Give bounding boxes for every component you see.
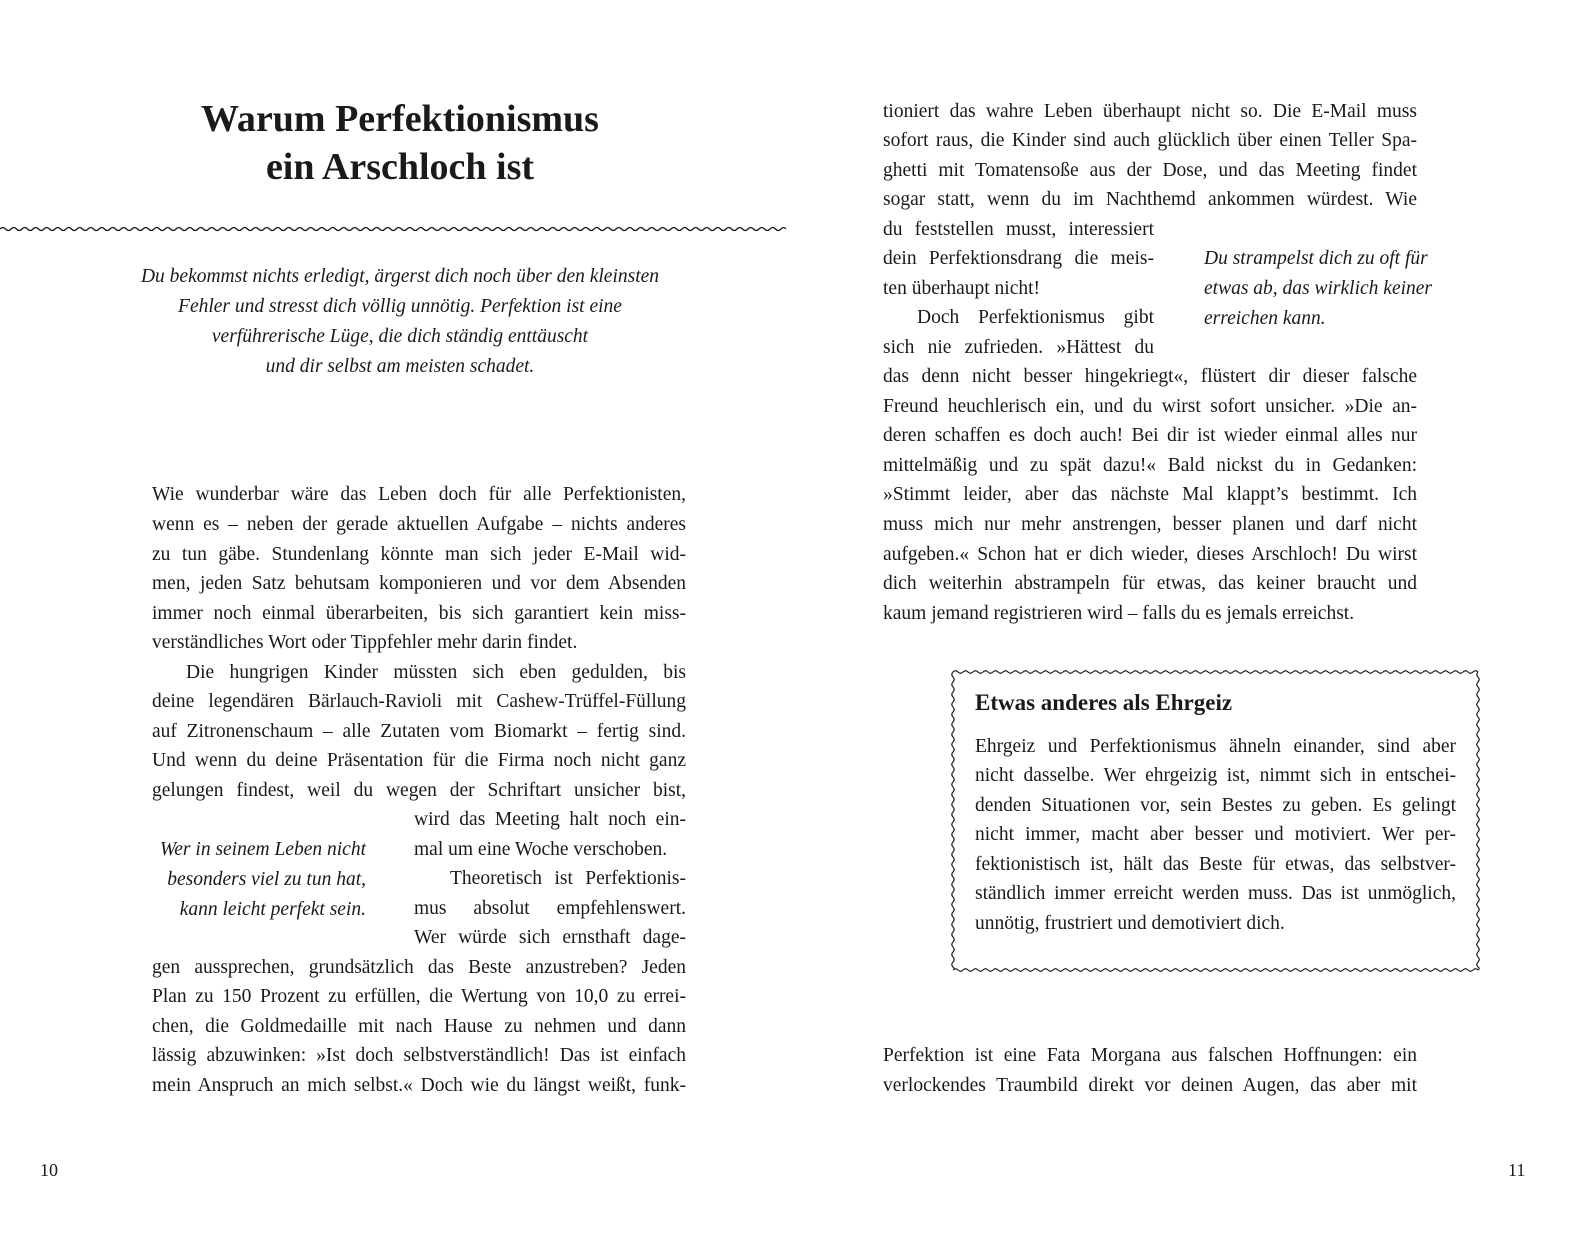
lead-line: Du bekommst nichts erledigt, ärgerst dich noch über den kleinsten — [140, 266, 660, 287]
info-box-line: nicht dasselbe. Wer ehrgeizig ist, nimmt sich in entschei- — [975, 765, 1456, 786]
body-text-line: men, jeden Satz behutsam komponieren und vor dem Absenden — [152, 573, 686, 594]
body-text-line: Wie wunderbar wäre das Leben doch für alle Perfektionisten, — [152, 484, 686, 505]
body-text-line: mus absolut empfehlenswert. — [414, 898, 686, 919]
body-text-line: ghetti mit Tomatensoße aus der Dose, und das Meeting findet — [883, 160, 1417, 181]
pull-quote-line: erreichen kann. — [1204, 308, 1326, 329]
pull-quote-line: besonders viel zu tun hat, — [167, 869, 366, 890]
chapter-lead — [110, 262, 690, 382]
body-text-line: mittelmäßig und zu spät dazu!« Bald nickst du in Gedanken: — [883, 455, 1417, 476]
body-text-line: chen, die Goldmedaille mit nach Hause zu nehmen und dann — [152, 1016, 686, 1037]
pull-quote-line: Du strampelst dich zu oft für — [1204, 248, 1428, 269]
page-number: 10 — [40, 1160, 58, 1180]
body-text-line: gelungen findest, weil du wegen der Schriftart unsicher bist, — [152, 780, 686, 801]
body-text-line: das denn nicht besser hingekriegt«, flüstert dir dieser falsche — [883, 366, 1417, 387]
body-text-line: muss mich nur mehr anstrengen, besser planen und darf nicht — [883, 514, 1417, 535]
body-text-line: Freund heuchlerisch ein, und du wirst sofort unsicher. »Die an- — [883, 396, 1417, 417]
chapter-title-line: ein Arschloch ist — [265, 146, 535, 188]
body-text-line: wenn es – neben der gerade aktuellen Aufgabe – nichts anderes — [152, 514, 686, 535]
chapter-title — [90, 95, 710, 191]
body-text-line: verlockendes Traumbild direkt vor deinen Augen, das aber mit — [883, 1075, 1417, 1096]
pull-quote-line: etwas ab, das wirklich keiner — [1204, 278, 1433, 299]
info-box-line: nicht immer, macht aber besser und motiviert. Wer per- — [975, 824, 1456, 845]
body-text-line: lässig abzuwinken: »Ist doch selbstverständlich! Das ist einfach — [152, 1045, 686, 1066]
right-page — [797, 0, 1594, 1240]
body-text-line: aufgeben.« Schon hat er dich wieder, dieses Arschloch! Du wirst — [883, 544, 1417, 565]
pull-quote-line: Wer in seinem Leben nicht — [159, 839, 366, 860]
body-text-line: dein Perfektionsdrang die meis- — [883, 248, 1154, 269]
body-text-line: immer noch einmal überarbeiten, bis sich garantiert kein miss- — [152, 603, 686, 624]
body-text-line: mein Anspruch an mich selbst.« Doch wie du längst weißt, funk- — [152, 1075, 686, 1096]
body-text-line: wird das Meeting halt noch ein- — [414, 809, 686, 830]
body-text-line: tioniert das wahre Leben überhaupt nicht so. Die E-Mail muss — [883, 101, 1417, 122]
body-text-line: verständliches Wort oder Tippfehler mehr darin findet. — [152, 632, 578, 653]
chapter-title-line: Warum Perfektionismus — [201, 98, 599, 140]
info-box-title: Etwas anderes als Ehrgeiz — [975, 690, 1233, 715]
lead-line: verführerische Lüge, die dich ständig enttäuscht — [211, 326, 589, 347]
pull-quote — [1204, 244, 1444, 334]
body-text-line: ten überhaupt nicht! — [883, 278, 1041, 299]
info-box-line: ständlich immer erreicht werden muss. Das ist unmöglich, — [975, 883, 1456, 904]
body-text-line: deine legendären Bärlauch-Ravioli mit Cashew-Trüffel-Füllung — [152, 691, 686, 712]
body-text-line: gen aussprechen, grundsätzlich das Beste anzustreben? Jeden — [152, 957, 686, 978]
body-text-line: Theoretisch ist Perfektionis- — [450, 868, 686, 889]
info-box-line: Ehrgeiz und Perfektionismus ähneln einander, sind aber — [975, 736, 1456, 757]
info-box-line: fektionistisch ist, hält das Beste für etwas, das selbstver- — [975, 854, 1456, 875]
body-text-line: mal um eine Woche verschoben. — [414, 839, 668, 860]
info-box-line: denden Situationen vor, sein Bestes zu geben. Es gelingt — [975, 795, 1456, 816]
info-box — [949, 668, 1482, 974]
body-text-line: Perfektion ist eine Fata Morgana aus falschen Hoffnungen: ein — [883, 1045, 1417, 1066]
body-text-line: zu tun gäbe. Stundenlang könnte man sich jeder E-Mail wid- — [152, 544, 686, 565]
body-text-line: Doch Perfektionismus gibt — [917, 307, 1154, 328]
body-text-line: kaum jemand registrieren wird – falls du es jemals erreichst. — [883, 603, 1355, 624]
body-text-line: du feststellen musst, interessiert — [883, 219, 1154, 240]
page-number: 11 — [1508, 1160, 1526, 1180]
pull-quote — [152, 835, 366, 925]
body-text-line: Die hungrigen Kinder müssten sich eben gedulden, bis — [186, 662, 686, 683]
lead-line: und dir selbst am meisten schadet. — [265, 356, 535, 377]
body-text-line: deren schaffen es doch auch! Bei dir ist wieder einmal alles nur — [883, 425, 1417, 446]
pull-quote-line: kann leicht perfekt sein. — [179, 899, 366, 920]
lead-line: Fehler und stresst dich völlig unnötig. Perfektion ist eine — [178, 296, 622, 317]
body-text-line: dich weiterhin abstrampeln für etwas, das keiner braucht und — [883, 573, 1417, 594]
body-text-line: sich nie zufrieden. »Hättest du — [883, 337, 1154, 358]
body-text-line: sofort raus, die Kinder sind auch glücklich über einen Teller Spa- — [883, 130, 1417, 151]
body-text-line: Und wenn du deine Präsentation für die Firma noch nicht ganz — [152, 750, 686, 771]
body-text-line: »Stimmt leider, aber das nächste Mal klappt’s bestimmt. Ich — [883, 484, 1417, 505]
body-text-line: Plan zu 150 Prozent zu erfüllen, die Wertung von 10,0 zu errei- — [152, 986, 686, 1007]
wavy-divider — [0, 224, 797, 234]
body-text-line: auf Zitronenschaum – alle Zutaten vom Biomarkt – fertig sind. — [152, 721, 686, 742]
body-text-line: Wer würde sich ernsthaft dage- — [414, 927, 686, 948]
body-text-line: sogar statt, wenn du im Nachthemd ankommen würdest. Wie — [883, 189, 1417, 210]
info-box-line: unnötig, frustriert und demotiviert dich. — [975, 913, 1285, 934]
